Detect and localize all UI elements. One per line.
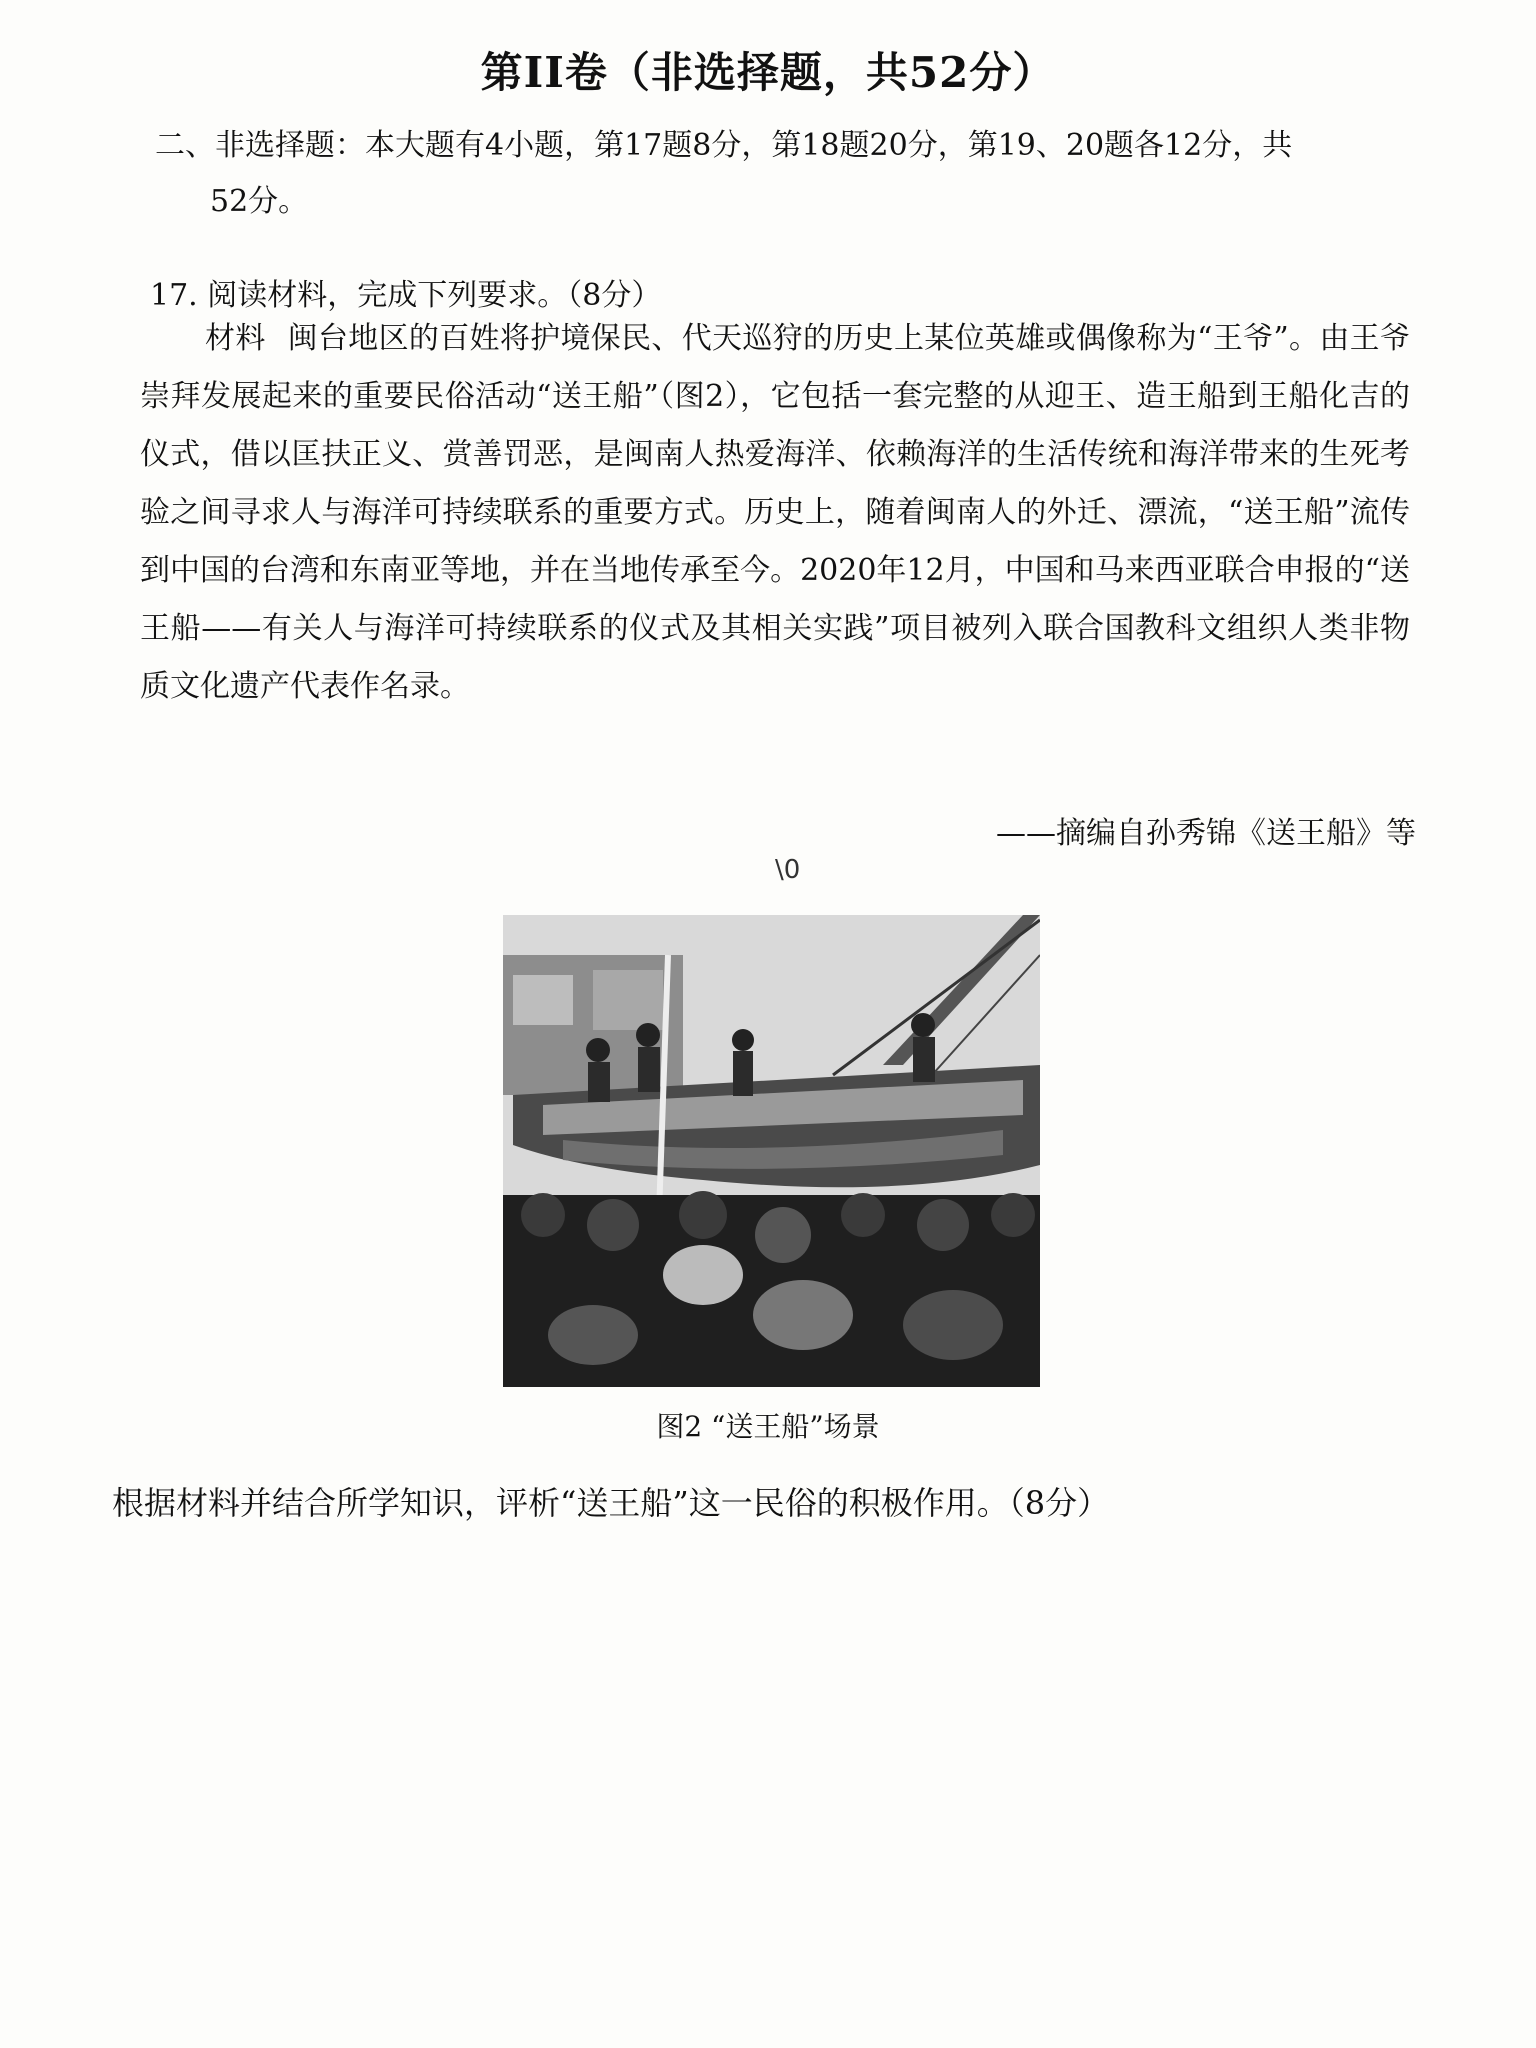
section-instructions-line2: 52分。 <box>210 184 309 219</box>
figure-caption: 图2 “送王船”场景 <box>656 1410 880 1443</box>
royal-boat-scene-image <box>503 915 1040 1387</box>
material-paragraph <box>140 310 1410 716</box>
material-text: 闽台地区的百姓将护境保民、代天巡狩的历史上某位英雄或偶像称为“王爷”。由王爷崇拜发展起来的重要民俗活动“送王船”（图2），它包括一套完整的从迎王、造王船到王船化吉的仪式，借以匡扶正义、赏善罚恶，是闽南人热爱海洋、依赖海洋的生活传统和海洋带来的生死考验之间寻求人与海洋可持续联系的重要方式。历史上，随着闽南人的外迁、漂流，“送王船”流传到中国的台湾和东南亚等地，并在当地传承至今。2020年12月，中国和马来西亚联合申报的“送王船——有关人与海洋可持续联系的仪式及其相关实践”项目被列入联合国教科文组织人类非物质文化遗产代表作名录。 <box>140 321 1410 704</box>
figure-2-photo <box>503 915 1040 1387</box>
section-instructions-line1: 二、非选择题：本大题有4小题，第17题8分，第18题20分，第19、20题各12分，共 <box>155 128 1293 163</box>
handwritten-mark: \0 <box>775 855 801 885</box>
material-source: ——摘编自孙秀锦《送王船》等 <box>996 816 1416 851</box>
question-heading: 17. 阅读材料，完成下列要求。（8分） <box>150 278 662 313</box>
material-label: 材料 <box>205 321 266 356</box>
section-instructions <box>155 118 1385 230</box>
question-task: 根据材料并结合所学知识，评析“送王船”这一民俗的积极作用。（8分） <box>112 1484 1110 1522</box>
page-title: 第II卷（非选择题，共52分） <box>480 48 1056 97</box>
